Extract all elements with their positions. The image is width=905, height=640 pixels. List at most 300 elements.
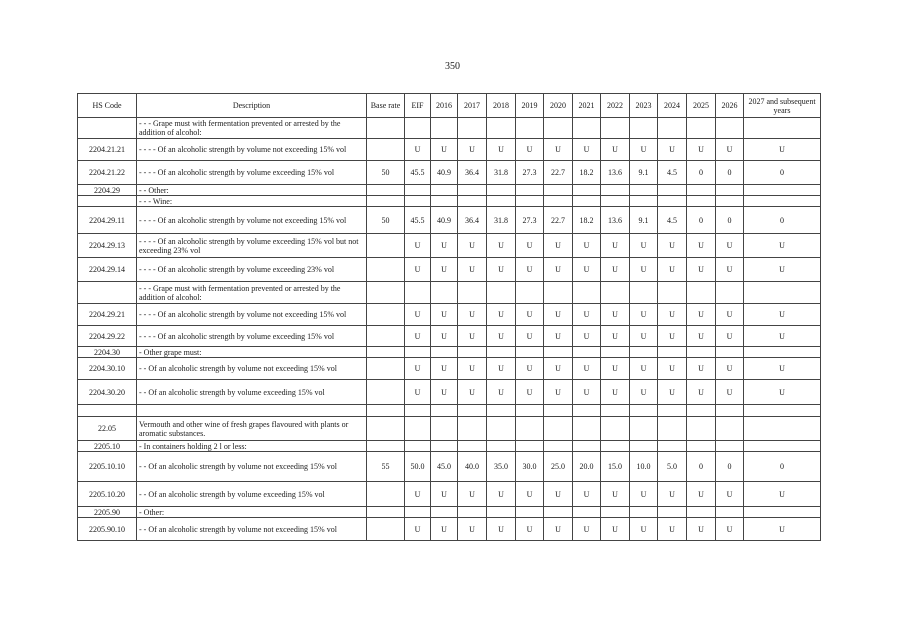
rate-cell: [687, 441, 716, 452]
description-cell: - - - Grape must with fermentation prevented or arrested by the addition of alcohol:: [137, 118, 367, 139]
rate-cell: [544, 507, 573, 518]
rate-cell: [431, 196, 458, 207]
hs-code-cell: 2204.21.21: [78, 139, 137, 161]
rate-cell: [573, 185, 601, 196]
column-header: 2022: [601, 94, 630, 118]
table-row: [78, 304, 821, 326]
table-row: [78, 452, 821, 482]
rate-cell: U: [744, 258, 821, 282]
rate-cell: [744, 507, 821, 518]
description-cell: - - Of an alcoholic strength by volume not exceeding 15% vol: [137, 518, 367, 541]
rate-cell: [630, 196, 658, 207]
rate-cell: 45.5: [405, 207, 431, 234]
rate-cell: [458, 196, 487, 207]
description-cell: - - Of an alcoholic strength by volume not exceeding 15% vol: [137, 358, 367, 380]
base-rate-cell: [367, 380, 405, 405]
table-row: [78, 441, 821, 452]
rate-cell: U: [573, 482, 601, 507]
rate-cell: U: [431, 234, 458, 258]
rate-cell: U: [630, 358, 658, 380]
rate-cell: [573, 507, 601, 518]
table-row: [78, 405, 821, 417]
table-row: [78, 207, 821, 234]
table-row: [78, 518, 821, 541]
rate-cell: [573, 118, 601, 139]
column-header: 2027 and subsequent years: [744, 94, 821, 118]
rate-cell: [716, 417, 744, 441]
rate-cell: U: [458, 258, 487, 282]
hs-code-cell: 2205.10.20: [78, 482, 137, 507]
column-header: 2025: [687, 94, 716, 118]
rate-cell: U: [658, 326, 687, 347]
rate-cell: U: [658, 258, 687, 282]
rate-cell: [601, 196, 630, 207]
rate-cell: U: [544, 234, 573, 258]
rate-cell: 22.7: [544, 207, 573, 234]
column-header: 2019: [516, 94, 544, 118]
rate-cell: [687, 196, 716, 207]
rate-cell: [573, 196, 601, 207]
table-row: [78, 380, 821, 405]
rate-cell: U: [458, 139, 487, 161]
rate-cell: U: [716, 482, 744, 507]
rate-cell: [487, 441, 516, 452]
base-rate-cell: [367, 347, 405, 358]
rate-cell: [573, 347, 601, 358]
description-cell: - - Of an alcoholic strength by volume not exceeding 15% vol: [137, 452, 367, 482]
rate-cell: U: [658, 518, 687, 541]
rate-cell: U: [716, 139, 744, 161]
rate-cell: [405, 282, 431, 304]
rate-cell: [630, 185, 658, 196]
rate-cell: [744, 417, 821, 441]
rate-cell: U: [744, 482, 821, 507]
rate-cell: [516, 185, 544, 196]
column-header: 2021: [573, 94, 601, 118]
rate-cell: U: [573, 380, 601, 405]
rate-cell: U: [458, 518, 487, 541]
table-row: [78, 358, 821, 380]
rate-cell: U: [516, 304, 544, 326]
rate-cell: [687, 118, 716, 139]
rate-cell: U: [573, 139, 601, 161]
rate-cell: 20.0: [573, 452, 601, 482]
rate-cell: [601, 347, 630, 358]
rate-cell: U: [405, 234, 431, 258]
hs-code-cell: 2205.10: [78, 441, 137, 452]
rate-cell: U: [601, 234, 630, 258]
rate-cell: 18.2: [573, 207, 601, 234]
rate-cell: U: [630, 518, 658, 541]
rate-cell: U: [601, 482, 630, 507]
table-header-row: [78, 94, 821, 118]
rate-cell: U: [687, 234, 716, 258]
rate-cell: [431, 282, 458, 304]
table-row: [78, 347, 821, 358]
rate-cell: [630, 507, 658, 518]
rate-cell: U: [601, 326, 630, 347]
rate-cell: U: [431, 380, 458, 405]
rate-cell: [687, 417, 716, 441]
description-cell: - - - - Of an alcoholic strength by volume exceeding 15% vol: [137, 161, 367, 185]
rate-cell: [516, 118, 544, 139]
rate-cell: [658, 417, 687, 441]
rate-cell: 45.5: [405, 161, 431, 185]
rate-cell: U: [431, 518, 458, 541]
rate-cell: U: [573, 258, 601, 282]
rate-cell: [431, 507, 458, 518]
description-cell: - - - - Of an alcoholic strength by volume exceeding 15% vol: [137, 326, 367, 347]
rate-cell: U: [744, 358, 821, 380]
rate-cell: [744, 196, 821, 207]
rate-cell: U: [630, 482, 658, 507]
rate-cell: [573, 417, 601, 441]
description-cell: - - - Grape must with fermentation prevented or arrested by the addition of alcohol:: [137, 282, 367, 304]
rate-cell: 0: [744, 161, 821, 185]
rate-cell: U: [544, 380, 573, 405]
rate-cell: U: [544, 304, 573, 326]
rate-cell: [601, 185, 630, 196]
rate-cell: [601, 405, 630, 417]
rate-cell: 0: [716, 207, 744, 234]
rate-cell: 15.0: [601, 452, 630, 482]
description-cell: - - - - Of an alcoholic strength by volume not exceeding 15% vol: [137, 207, 367, 234]
rate-cell: U: [630, 234, 658, 258]
rate-cell: [458, 405, 487, 417]
hs-code-cell: 2204.29.11: [78, 207, 137, 234]
rate-cell: U: [744, 380, 821, 405]
base-rate-cell: [367, 518, 405, 541]
rate-cell: U: [716, 304, 744, 326]
rate-cell: [487, 118, 516, 139]
rate-cell: U: [458, 358, 487, 380]
rate-cell: [487, 196, 516, 207]
description-cell: - - Of an alcoholic strength by volume exceeding 15% vol: [137, 380, 367, 405]
hs-code-cell: 2204.29.14: [78, 258, 137, 282]
rate-cell: [516, 347, 544, 358]
rate-cell: U: [544, 326, 573, 347]
rate-cell: U: [630, 380, 658, 405]
rate-cell: 40.9: [431, 207, 458, 234]
rate-cell: [658, 441, 687, 452]
rate-cell: U: [658, 139, 687, 161]
rate-cell: [487, 185, 516, 196]
rate-cell: U: [544, 482, 573, 507]
hs-code-cell: 2204.29.22: [78, 326, 137, 347]
rate-cell: U: [630, 139, 658, 161]
table-row: [78, 161, 821, 185]
table-row: [78, 118, 821, 139]
hs-code-cell: 2205.90: [78, 507, 137, 518]
rate-cell: U: [544, 139, 573, 161]
rate-cell: [431, 118, 458, 139]
rate-cell: U: [630, 304, 658, 326]
description-cell: - In containers holding 2 l or less:: [137, 441, 367, 452]
rate-cell: U: [405, 139, 431, 161]
rate-cell: [744, 118, 821, 139]
rate-cell: [716, 282, 744, 304]
rate-cell: U: [601, 380, 630, 405]
page-number: 350: [445, 61, 460, 72]
rate-cell: [405, 118, 431, 139]
base-rate-cell: [367, 304, 405, 326]
table-row: [78, 185, 821, 196]
rate-cell: 25.0: [544, 452, 573, 482]
rate-cell: [716, 441, 744, 452]
rate-cell: [544, 347, 573, 358]
rate-cell: U: [601, 139, 630, 161]
table-row: [78, 282, 821, 304]
base-rate-cell: [367, 185, 405, 196]
rate-cell: U: [658, 234, 687, 258]
rate-cell: [716, 507, 744, 518]
rate-cell: U: [601, 518, 630, 541]
description-cell: - - - - Of an alcoholic strength by volume not exceeding 15% vol: [137, 139, 367, 161]
column-header: HS Code: [78, 94, 137, 118]
base-rate-cell: 50: [367, 207, 405, 234]
rate-cell: [516, 441, 544, 452]
rate-cell: [458, 118, 487, 139]
base-rate-cell: [367, 507, 405, 518]
rate-cell: U: [431, 482, 458, 507]
rate-cell: [405, 441, 431, 452]
rate-cell: U: [573, 326, 601, 347]
rate-cell: 0: [716, 161, 744, 185]
column-header: 2018: [487, 94, 516, 118]
rate-cell: [516, 405, 544, 417]
rate-cell: [573, 441, 601, 452]
rate-cell: [405, 196, 431, 207]
rate-cell: [431, 185, 458, 196]
rate-cell: U: [431, 358, 458, 380]
rate-cell: U: [573, 358, 601, 380]
rate-cell: [658, 185, 687, 196]
rate-cell: U: [405, 258, 431, 282]
rate-cell: [405, 185, 431, 196]
rate-cell: [658, 507, 687, 518]
rate-cell: [744, 441, 821, 452]
rate-cell: [744, 185, 821, 196]
description-cell: - - - - Of an alcoholic strength by volume exceeding 23% vol: [137, 258, 367, 282]
column-header: 2023: [630, 94, 658, 118]
rate-cell: 0: [687, 452, 716, 482]
hs-code-cell: 2204.21.22: [78, 161, 137, 185]
rate-cell: 0: [744, 207, 821, 234]
rate-cell: U: [687, 380, 716, 405]
rate-cell: U: [487, 139, 516, 161]
rate-cell: 9.1: [630, 207, 658, 234]
base-rate-cell: 55: [367, 452, 405, 482]
column-header: 2016: [431, 94, 458, 118]
rate-cell: [458, 441, 487, 452]
rate-cell: U: [487, 258, 516, 282]
rate-cell: [687, 185, 716, 196]
rate-cell: U: [458, 380, 487, 405]
base-rate-cell: [367, 405, 405, 417]
rate-cell: [431, 417, 458, 441]
rate-cell: U: [716, 518, 744, 541]
rate-cell: [744, 282, 821, 304]
rate-cell: [716, 405, 744, 417]
hs-code-cell: 2204.30.20: [78, 380, 137, 405]
rate-cell: U: [687, 258, 716, 282]
base-rate-cell: [367, 234, 405, 258]
rate-cell: U: [487, 518, 516, 541]
table-row: [78, 482, 821, 507]
rate-cell: U: [716, 258, 744, 282]
rate-cell: U: [516, 358, 544, 380]
rate-cell: U: [630, 258, 658, 282]
hs-code-cell: 2204.30.10: [78, 358, 137, 380]
base-rate-cell: 50: [367, 161, 405, 185]
rate-cell: 40.9: [431, 161, 458, 185]
rate-cell: [516, 282, 544, 304]
rate-cell: U: [687, 304, 716, 326]
rate-cell: U: [658, 380, 687, 405]
rate-cell: U: [658, 358, 687, 380]
rate-cell: [630, 118, 658, 139]
rate-cell: U: [573, 304, 601, 326]
table-row: [78, 507, 821, 518]
rate-cell: U: [573, 234, 601, 258]
hs-code-cell: [78, 118, 137, 139]
rate-cell: U: [544, 518, 573, 541]
rate-cell: 5.0: [658, 452, 687, 482]
description-cell: - Other:: [137, 507, 367, 518]
rate-cell: U: [744, 518, 821, 541]
rate-cell: 9.1: [630, 161, 658, 185]
rate-cell: 27.3: [516, 207, 544, 234]
base-rate-cell: [367, 118, 405, 139]
rate-cell: U: [516, 258, 544, 282]
table-row: [78, 196, 821, 207]
rate-cell: U: [431, 326, 458, 347]
column-header: 2024: [658, 94, 687, 118]
rate-cell: [516, 417, 544, 441]
hs-code-cell: 2204.30: [78, 347, 137, 358]
description-cell: - Other grape must:: [137, 347, 367, 358]
hs-code-cell: [78, 405, 137, 417]
table-row: [78, 139, 821, 161]
rate-cell: U: [405, 304, 431, 326]
rate-cell: [405, 417, 431, 441]
rate-cell: U: [658, 304, 687, 326]
base-rate-cell: [367, 139, 405, 161]
rate-cell: [487, 282, 516, 304]
rate-cell: 36.4: [458, 207, 487, 234]
rate-cell: [573, 405, 601, 417]
rate-cell: [431, 441, 458, 452]
rate-cell: U: [744, 139, 821, 161]
rate-cell: 0: [687, 161, 716, 185]
rate-cell: [487, 417, 516, 441]
hs-code-cell: [78, 282, 137, 304]
table-row: [78, 326, 821, 347]
rate-cell: U: [405, 358, 431, 380]
description-cell: [137, 405, 367, 417]
hs-code-cell: 2205.90.10: [78, 518, 137, 541]
rate-cell: U: [716, 326, 744, 347]
rate-cell: U: [405, 380, 431, 405]
rate-cell: 13.6: [601, 161, 630, 185]
rate-cell: 30.0: [516, 452, 544, 482]
rate-cell: U: [601, 258, 630, 282]
rate-cell: [630, 417, 658, 441]
rate-cell: [544, 405, 573, 417]
rate-cell: [458, 417, 487, 441]
rate-cell: [744, 405, 821, 417]
rate-cell: [405, 507, 431, 518]
rate-cell: U: [516, 380, 544, 405]
rate-cell: 0: [716, 452, 744, 482]
rate-cell: U: [431, 139, 458, 161]
rate-cell: U: [687, 358, 716, 380]
rate-cell: [687, 405, 716, 417]
base-rate-cell: [367, 482, 405, 507]
rate-cell: [716, 196, 744, 207]
rate-cell: 31.8: [487, 207, 516, 234]
description-cell: - - - - Of an alcoholic strength by volume exceeding 15% vol but not exceeding 23% vol: [137, 234, 367, 258]
column-header: 2017: [458, 94, 487, 118]
rate-cell: [658, 347, 687, 358]
rate-cell: [573, 282, 601, 304]
rate-cell: U: [405, 482, 431, 507]
rate-cell: U: [658, 482, 687, 507]
rate-cell: [630, 282, 658, 304]
rate-cell: 35.0: [487, 452, 516, 482]
rate-cell: [601, 118, 630, 139]
rate-cell: U: [687, 518, 716, 541]
description-cell: - - Of an alcoholic strength by volume exceeding 15% vol: [137, 482, 367, 507]
hs-code-cell: 2204.29.21: [78, 304, 137, 326]
rate-cell: U: [744, 326, 821, 347]
rate-cell: [516, 196, 544, 207]
rate-cell: [487, 405, 516, 417]
rate-cell: U: [516, 234, 544, 258]
rate-cell: U: [458, 304, 487, 326]
rate-cell: [601, 507, 630, 518]
hs-code-cell: [78, 196, 137, 207]
rate-cell: [658, 118, 687, 139]
table-row: [78, 234, 821, 258]
rate-cell: 31.8: [487, 161, 516, 185]
rate-cell: U: [687, 139, 716, 161]
rate-cell: U: [744, 234, 821, 258]
rate-cell: U: [516, 482, 544, 507]
rate-cell: [431, 405, 458, 417]
rate-cell: [601, 441, 630, 452]
rate-cell: U: [601, 304, 630, 326]
rate-cell: U: [630, 326, 658, 347]
rate-cell: [458, 282, 487, 304]
rate-cell: [405, 347, 431, 358]
column-header: Base rate: [367, 94, 405, 118]
rate-cell: [658, 196, 687, 207]
rate-cell: U: [516, 518, 544, 541]
rate-cell: 36.4: [458, 161, 487, 185]
rate-cell: [544, 196, 573, 207]
rate-cell: [458, 185, 487, 196]
rate-cell: [744, 347, 821, 358]
rate-cell: 50.0: [405, 452, 431, 482]
rate-cell: U: [458, 482, 487, 507]
rate-cell: U: [487, 326, 516, 347]
description-cell: Vermouth and other wine of fresh grapes flavoured with plants or aromatic substances.: [137, 417, 367, 441]
rate-cell: [544, 185, 573, 196]
rate-cell: [458, 507, 487, 518]
hs-code-cell: 2204.29: [78, 185, 137, 196]
hs-code-cell: 2205.10.10: [78, 452, 137, 482]
